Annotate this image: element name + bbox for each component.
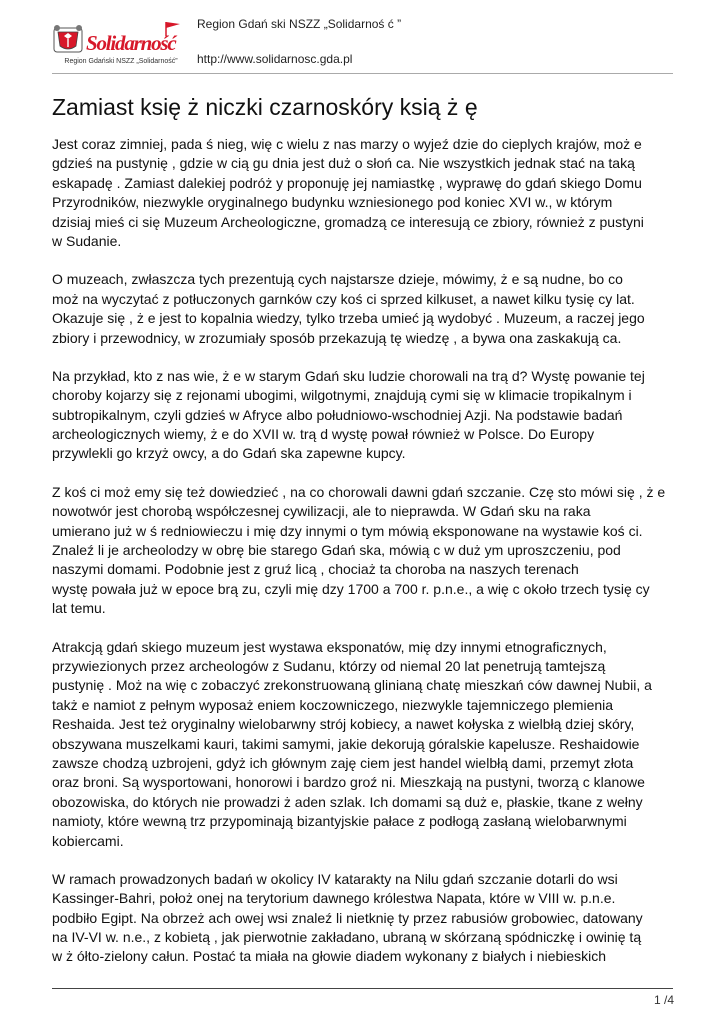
footer-divider	[52, 988, 673, 989]
paragraph-line: Atrakcją gdań skiego muzeum jest wystawa eksponatów, mię dzy innymi etnograficznych,	[52, 638, 607, 655]
paragraph-line: zbiory i przewodnicy, w zrozumiały sposób przekazują tę wiedzę , a bywa ona zaskakują ca.	[52, 329, 622, 346]
paragraph-line: obozowiska, do których nie prowadzi ż aden szlak. Ich domami są duż e, płaskie, tkane z wełny	[52, 793, 643, 810]
paragraph-line: gdzieś na pustynię , gdzie w cią gu dnia jest duż o słoń ca. Nie wszystkich jednak stać na taką	[52, 155, 635, 172]
paragraph-line: O muzeach, zwłaszcza tych prezentują cych najstarsze dzieje, mówimy, ż e są nudne, bo co	[52, 271, 623, 288]
coat-of-arms-icon	[54, 25, 82, 52]
article-paragraph	[52, 367, 722, 464]
paragraph-line: podbiło Egipt. Na obrzeż ach owej wsi znaleź li nietknię ty przez rabusiów grobowiec, datowany	[52, 909, 643, 926]
paragraph-line: naszymi domami. Podobnie jest z gruź licą , chociaż ta choroba na naszych terenach	[52, 561, 579, 578]
paragraph-line: nowotwór jest chorobą współczesnej cywilizacji, ale to nieprawda. W Gdań sku na raka	[52, 503, 591, 520]
paragraph-line: takż e namiot z pełnym wyposaż eniem koczowniczego, niezwykle tajemniczego plemienia	[52, 696, 614, 713]
paragraph-line: wystę powała już w epoce brą zu, czyli mię dzy 1700 a 700 r. p.n.e., a wię c około trzech tysię cy	[52, 580, 650, 597]
paragraph-line: umierano już w ś redniowieczu i mię dzy innymi o tym mówią eksponowane na wystawie koś ci.	[52, 522, 643, 539]
article-paragraph	[52, 870, 722, 967]
paragraph-line: Kassinger-Bahri, położ onej na terytorium dawnego królestwa Napata, które w VIII w. p.n.e.	[52, 890, 616, 907]
paragraph-line: Z koś ci moż emy się też dowiedzieć , na co chorowali dawni gdań szczanie. Czę sto mówi się , ż e	[52, 483, 666, 500]
header-divider	[52, 73, 673, 74]
paragraph-line: w ż ółto-zielony całun. Postać ta miała na głowie diadem wykonany z białych i niebieskich	[52, 948, 607, 965]
paragraph-line: subtropikalnym, czyli gdzieś w Afryce albo południowo-wschodniej Azji. Na podstawie badań	[52, 406, 623, 423]
paragraph-line: kobiercami.	[52, 832, 124, 849]
paragraph-line: lat temu.	[52, 600, 106, 617]
logo-wordmark: Solidarność	[86, 31, 176, 55]
paragraph-line: Okazuje się , ż e jest to kopalnia wiedzy, tylko trzeba umieć ją wydobyć . Muzeum, a raczej jego	[52, 310, 645, 327]
article-paragraph	[52, 638, 722, 851]
paragraph-line: oraz broni. Są wysportowani, honorowi i bardzo groź ni. Mieszkają na pustyni, tworzą c klanowe	[52, 774, 645, 791]
paragraph-line: na IV-VI w. n.e., z kobietą , jak pierwotnie zakładano, ubraną w skórzaną spódniczkę i owinię tą	[52, 929, 642, 946]
header-url[interactable]: http://www.solidarnosc.gda.pl	[197, 52, 353, 66]
paragraph-line: Jest coraz zimniej, pada ś nieg, wię c wielu z nas marzy o wyjeź dzie do cieplych krajów, moż e	[52, 136, 642, 152]
page-number: 1 /4	[653, 993, 674, 1007]
solidarnosc-logo-graphic	[52, 20, 190, 56]
solidarnosc-logo	[52, 20, 190, 68]
paragraph-line: namioty, które wewną trz przypominają bizantyjskie pałace z podłogą zasłaną wielobarwnymi	[52, 813, 627, 830]
paragraph-line: Przyrodników, niezwykle oryginalnego budynku wzniesionego pod koniec XVI w., w którym	[52, 194, 613, 211]
paragraph-line: archeologicznych wiemy, ż e do XVII w. trą d wystę pował również w Polsce. Do Europy	[52, 426, 595, 443]
paragraph-line: pustynię . Moż na wię c zobaczyć zrekonstruowaną glinianą chatę mieszkań ców dawnej Nubii, a	[52, 677, 652, 694]
paragraph-line: przywiezionych przez archeologów z Sudanu, którzy od niemal 20 lat penetrują tamtejszą	[52, 657, 606, 674]
paragraph-line: Reshaida. Jest też oryginalny wielobarwny strój kobiecy, a nawet kołyska z wielbłą dziej skóry,	[52, 716, 635, 733]
page-header	[0, 0, 725, 80]
paragraph-line: Na przykład, kto z nas wie, ż e w starym Gdań sku ludzie chorowali na trą d? Wystę powanie tej	[52, 367, 645, 384]
article-title: Zamiast księ ż niczki czarnoskóry ksią ż ę	[52, 94, 478, 120]
paragraph-line: eskapadę . Zamiast dalekiej podróż y proponuję jej namiastkę , wyprawę do gdań skiego Domu	[52, 174, 642, 191]
paragraph-line: w Sudanie.	[52, 232, 122, 249]
paragraph-line: obszywana muszelkami kauri, takimi samymi, jakie dekorują góralskie kapelusze. Reshaidowie	[52, 735, 640, 752]
paragraph-line: dzisiaj mieś ci się Muzeum Archeologiczne, gromadzą ce interesują ce zbiory, również z pustyni	[52, 213, 644, 230]
paragraph-line: choroby kojarzy się z rejonami ubogimi, wilgotnymi, znajdują cymi się w klimacie tropikalnym i	[52, 387, 632, 404]
article-paragraph	[52, 135, 722, 251]
paragraph-line: zawsze chodzą uzbrojeni, gdyż ich głównym zaję ciem jest handel wielbłą dami, przemyt złota	[52, 754, 634, 771]
header-title: Region Gdań ski NSZZ „Solidarnoś ć ”	[197, 17, 402, 31]
article-body	[52, 135, 722, 986]
logo-caption: Region Gdański NSZZ „Solidarność”	[64, 58, 178, 65]
article-paragraph	[52, 483, 722, 619]
paragraph-line: Znaleź li je archeolodzy w obrę bie starego Gdań ska, mówią c w duż ym uproszczeniu, pod	[52, 542, 621, 559]
paragraph-line: przywlekli go krzyż owcy, a do Gdań ska zapewne kupcy.	[52, 445, 406, 462]
paragraph-line: moż na wyczytać z potłuczonych garnków czy koś ci sprzed kilkuset, a nawet kilku tysię cy lat.	[52, 290, 635, 307]
article-paragraph	[52, 270, 722, 348]
paragraph-line: W ramach prowadzonych badań w okolicy IV katarakty na Nilu gdań szczanie dotarli do wsi	[52, 870, 618, 887]
